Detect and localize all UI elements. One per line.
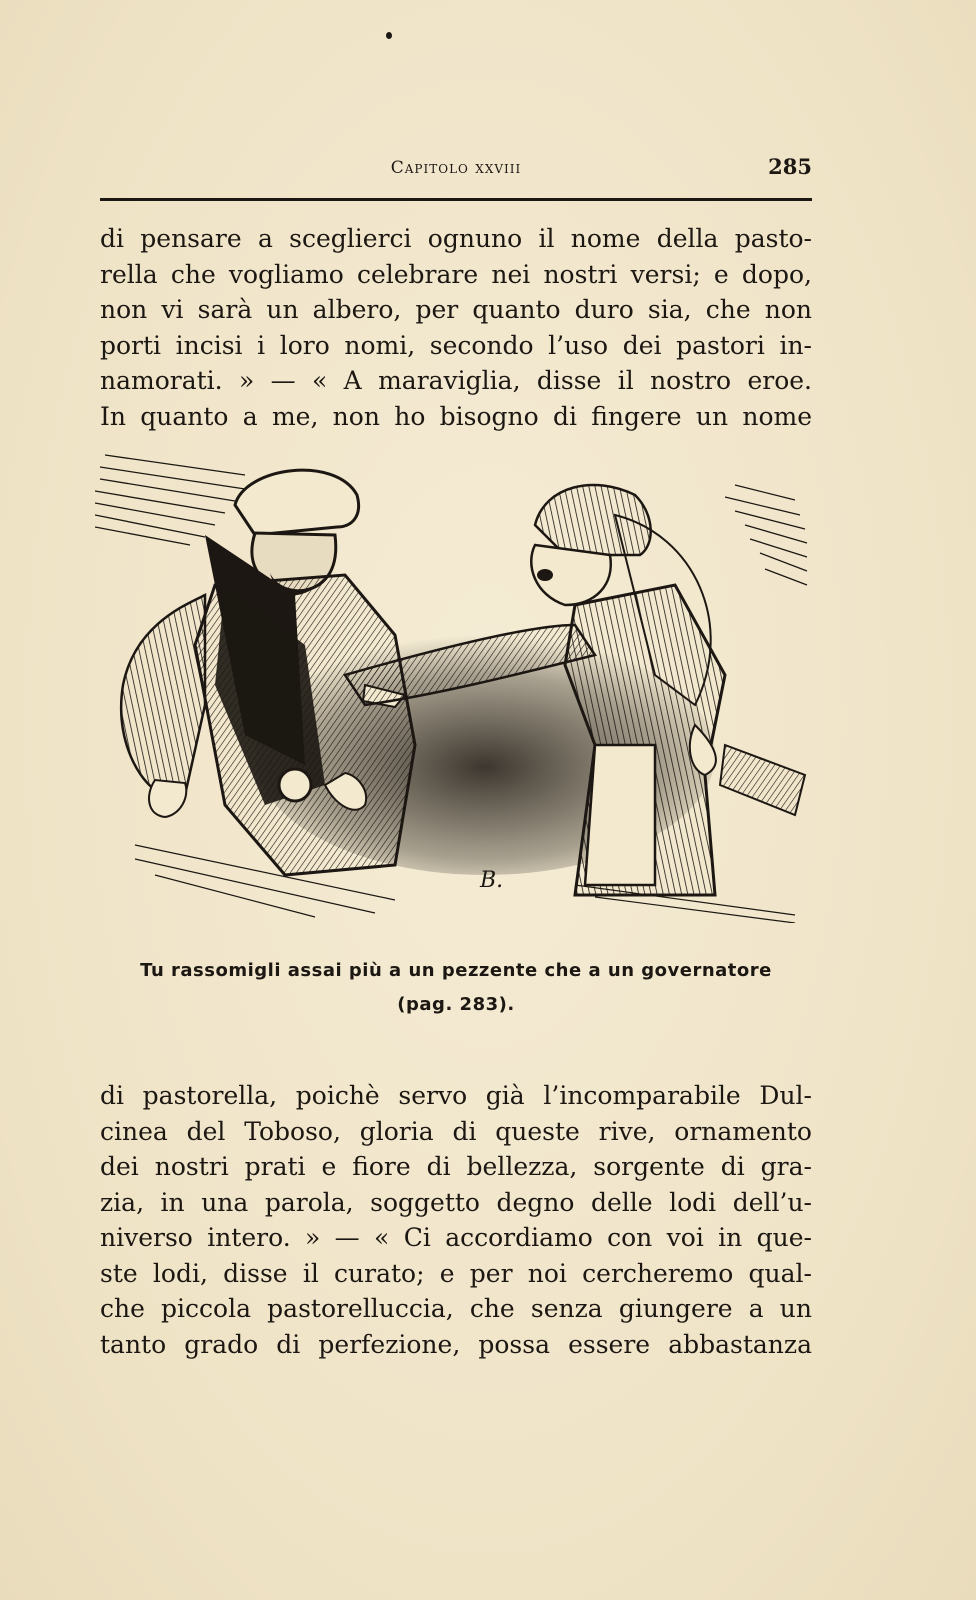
artist-signature-text: B. [480, 868, 504, 893]
text-line: porti incisi i loro nomi, secondo l’uso dei pastori in- [100, 330, 812, 360]
engraving-figure [95, 445, 817, 923]
page-header [100, 152, 812, 182]
text-block-top [100, 221, 812, 434]
paragraph [100, 1078, 812, 1362]
text-line: ste lodi, disse il curato; e per noi cercheremo qual- [100, 1258, 812, 1288]
text-line: tanto grado di perfezione, possa essere abbastanza [100, 1329, 812, 1359]
text-line: zia, in una parola, soggetto degno delle lodi dell’u- [100, 1187, 812, 1217]
illustration-caption [100, 954, 812, 1022]
page-number: 285 [768, 154, 812, 179]
text-line: cinea del Toboso, gloria di queste rive, ornamento [100, 1116, 812, 1146]
caption-line-1: Tu rassomigli assai più a un pezzente che a un governatore [140, 960, 772, 981]
text-line: di pensare a sceglierci ognuno il nome della pasto- [100, 224, 812, 253]
header-rule [100, 198, 812, 201]
artist-signature [479, 868, 503, 893]
caption-line-2: (pag. 283). [397, 994, 515, 1015]
running-head: Capitolo xxviii [390, 158, 522, 178]
text-line: di pastorella, poichè servo già l’incomparabile Dul- [100, 1081, 812, 1110]
text-line: namorati. » — « A maraviglia, disse il nostro eroe. [100, 366, 812, 395]
ink-speck [386, 32, 392, 39]
text-line: che piccola pastorelluccia, che senza giungere a un [100, 1294, 812, 1323]
text-line: niverso intero. » — « Ci accordiamo con voi in que- [100, 1223, 812, 1252]
paragraph [100, 221, 812, 434]
text-line: dei nostri prati e fiore di bellezza, sorgente di gra- [100, 1152, 812, 1181]
engraving-illustration [95, 445, 817, 923]
text-line: rella che vogliamo celebrare nei nostri versi; e dopo, [100, 259, 812, 289]
text-line: In quanto a me, non ho bisogno di fingere un nome [100, 401, 812, 431]
text-block-bottom [100, 1078, 812, 1362]
background-hatching [95, 455, 807, 585]
text-line: non vi sarà un albero, per quanto duro sia, che non [100, 295, 812, 324]
